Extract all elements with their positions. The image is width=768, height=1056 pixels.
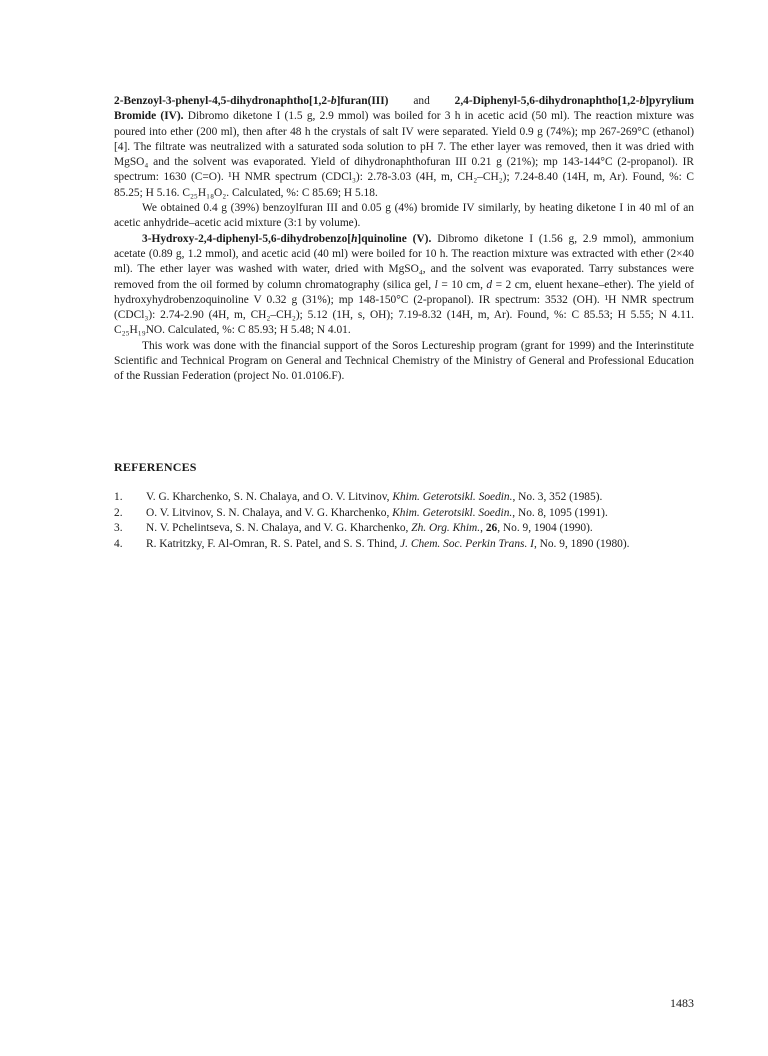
- paragraph-compounds-iii-iv: 2-Benzoyl-3-phenyl-4,5-dihydronaphtho[1,2-b]furan(III) and 2,4-Diphenyl-5,6-dihydronaphtho[1,2-b]pyrylium Bromide (IV). Dibromo diketone I (1.5 g, 2.9 mmol) was boiled for 3 h in acetic acid (50 ml). The reaction mixture was poured into ether (200 ml), then after 48 h the crystals of salt IV were separated. Yield 0.9 g (74%); mp 267-269°C (ethanol) [4]. The filtrate was neutralized with a saturated soda solution to pH 7. The ether layer was removed, then it was dried with MgSO₄ and the solvent was evaporated. Yield of dihydronaphthofuran III 0.21 g (21%); mp 143-144°C (2-propanol). IR spectrum: 1630 (C=O). ¹H NMR spectrum (CDCl₃): 2.78-3.03 (4H, m, CH₂–CH₂); 7.24-8.40 (14H, m, Ar). Found, %: C 85.25; H 5.16. C₂₅H₁₈O₂. Calculated, %: C 85.69; H 5.18.: [114, 95, 694, 199]
- paragraph-compound-v: 3-Hydroxy-2,4-diphenyl-5,6-dihydrobenzo[h]quinoline (V). Dibromo diketone I (1.56 g, 2.9 mmol), ammonium acetate (0.89 g, 1.2 mmol), and acetic acid (40 ml) were boiled for 10 h. The reaction mixture was extracted with ether (2×40 ml). The ether layer was washed with water, dried with MgSO₄, and the solvent was evaporated. Tarry substances were removed from the oil formed by column chromatography (silica gel, l = 10 cm, d = 2 cm, eluent hexane–ether). The yield of hydroxyhydrobenzoquinoline V 0.32 g (31%); mp 148-150°C (2-propanol). IR spectrum: 3532 (OH). ¹H NMR spectrum (CDCl₃): 2.74-2.90 (4H, m, CH₂–CH₂); 5.12 (1H, s, OH); 7.19-8.32 (14H, m, Ar). Found, %: C 85.53; H 5.55; N 4.11. C₂₅H₁₉NO. Calculated, %: C 85.93; H 5.48; N 4.01.: [114, 232, 694, 337]
- compound-title-v: 3-Hydroxy-2,4-diphenyl-5,6-dihydrobenzo[h]quinoline (V).: [142, 232, 432, 245]
- reference-number: 1.: [114, 491, 123, 503]
- reference-volume: 26: [485, 522, 498, 535]
- paragraph-body: Dibromo diketone I (1.5 g, 2.9 mmol) was boiled for 3 h in acetic acid (50 ml). The reaction mixture was poured into ether (200 ml), then after 48 h the crystals of salt IV were separated. Yield 0.9 g (74%); mp 267-269°C (ethanol) [4]. The filtrate was neutralized with a saturated soda solution to pH 7. The ether layer was removed, then it was dried with MgSO₄ and the solvent was evaporated. Yield of dihydronaphthofuran III 0.21 g (21%); mp 143-144°C (2-propanol). IR spectrum: 1630 (C=O). ¹H NMR spectrum (CDCl₃): 2.78-3.03 (4H, m, CH₂–CH₂); 7.24-8.40 (14H, m, Ar). Found, %: C 85.25; H 5.16. C₂₅H₁₈O₂. Calculated, %: C 85.69; H 5.18.: [114, 110, 694, 199]
- page-number: 1483: [670, 996, 694, 1010]
- reference-journal: Khim. Geterotsikl. Soedin.: [392, 506, 513, 519]
- reference-item: [114, 537, 704, 553]
- reference-text: O. V. Litvinov, S. N. Chalaya, and V. G. Kharchenko, Khim. Geterotsikl. Soedin., No. 8, 1095 (1991).: [146, 506, 608, 519]
- paragraph-body: This work was done with the financial support of the Soros Lectureship program (grant for 1999) and the Interinstitute Scientific and Technical Program on General and Technical Chemistry of the Ministry of General and Professional Education of the Russian Federation (project No. 01.0106.F).: [114, 339, 694, 383]
- reference-number: 3.: [114, 522, 123, 535]
- reference-journal: Zh. Org. Khim.: [411, 522, 481, 535]
- reference-journal: J. Chem. Soc. Perkin Trans. I: [400, 537, 534, 550]
- paragraph-body: We obtained 0.4 g (39%) benzoylfuran III and 0.05 g (4%) bromide IV similarly, by heating diketone I in 40 ml of an acetic anhydride–acetic acid mixture (3:1 by volume).: [114, 202, 694, 230]
- reference-number: 4.: [114, 537, 123, 550]
- compound-title-iv: 2,4-Diphenyl-5,6-dihydronaphtho[1,2-b]pyrylium Bromide (IV).: [114, 95, 694, 123]
- references-heading: REFERENCES: [114, 460, 197, 474]
- compound-title-iii: 2-Benzoyl-3-phenyl-4,5-dihydronaphtho[1,2-b]furan(III): [114, 95, 389, 107]
- reference-text: V. G. Kharchenko, S. N. Chalaya, and O. V. Litvinov, Khim. Geterotsikl. Soedin., No. 3, 352 (1985).: [146, 491, 603, 503]
- reference-text: N. V. Pchelintseva, S. N. Chalaya, and V. G. Kharchenko, Zh. Org. Khim., 26, No. 9, 1904 (1990).: [146, 522, 593, 535]
- references-list: [114, 490, 704, 552]
- reference-item: [114, 521, 704, 537]
- reference-item: [114, 490, 704, 506]
- reference-number: 2.: [114, 506, 123, 519]
- paragraph-alternative-synthesis: [114, 201, 694, 232]
- reference-text: R. Katritzky, F. Al-Omran, R. S. Patel, and S. S. Thind, J. Chem. Soc. Perkin Trans. I, No. 9, 1890 (1980).: [146, 537, 630, 550]
- body-text: [114, 94, 694, 385]
- paragraph-acknowledgment: [114, 339, 694, 385]
- reference-journal: Khim. Geterotsikl. Soedin.: [392, 491, 513, 503]
- reference-item: [114, 506, 704, 522]
